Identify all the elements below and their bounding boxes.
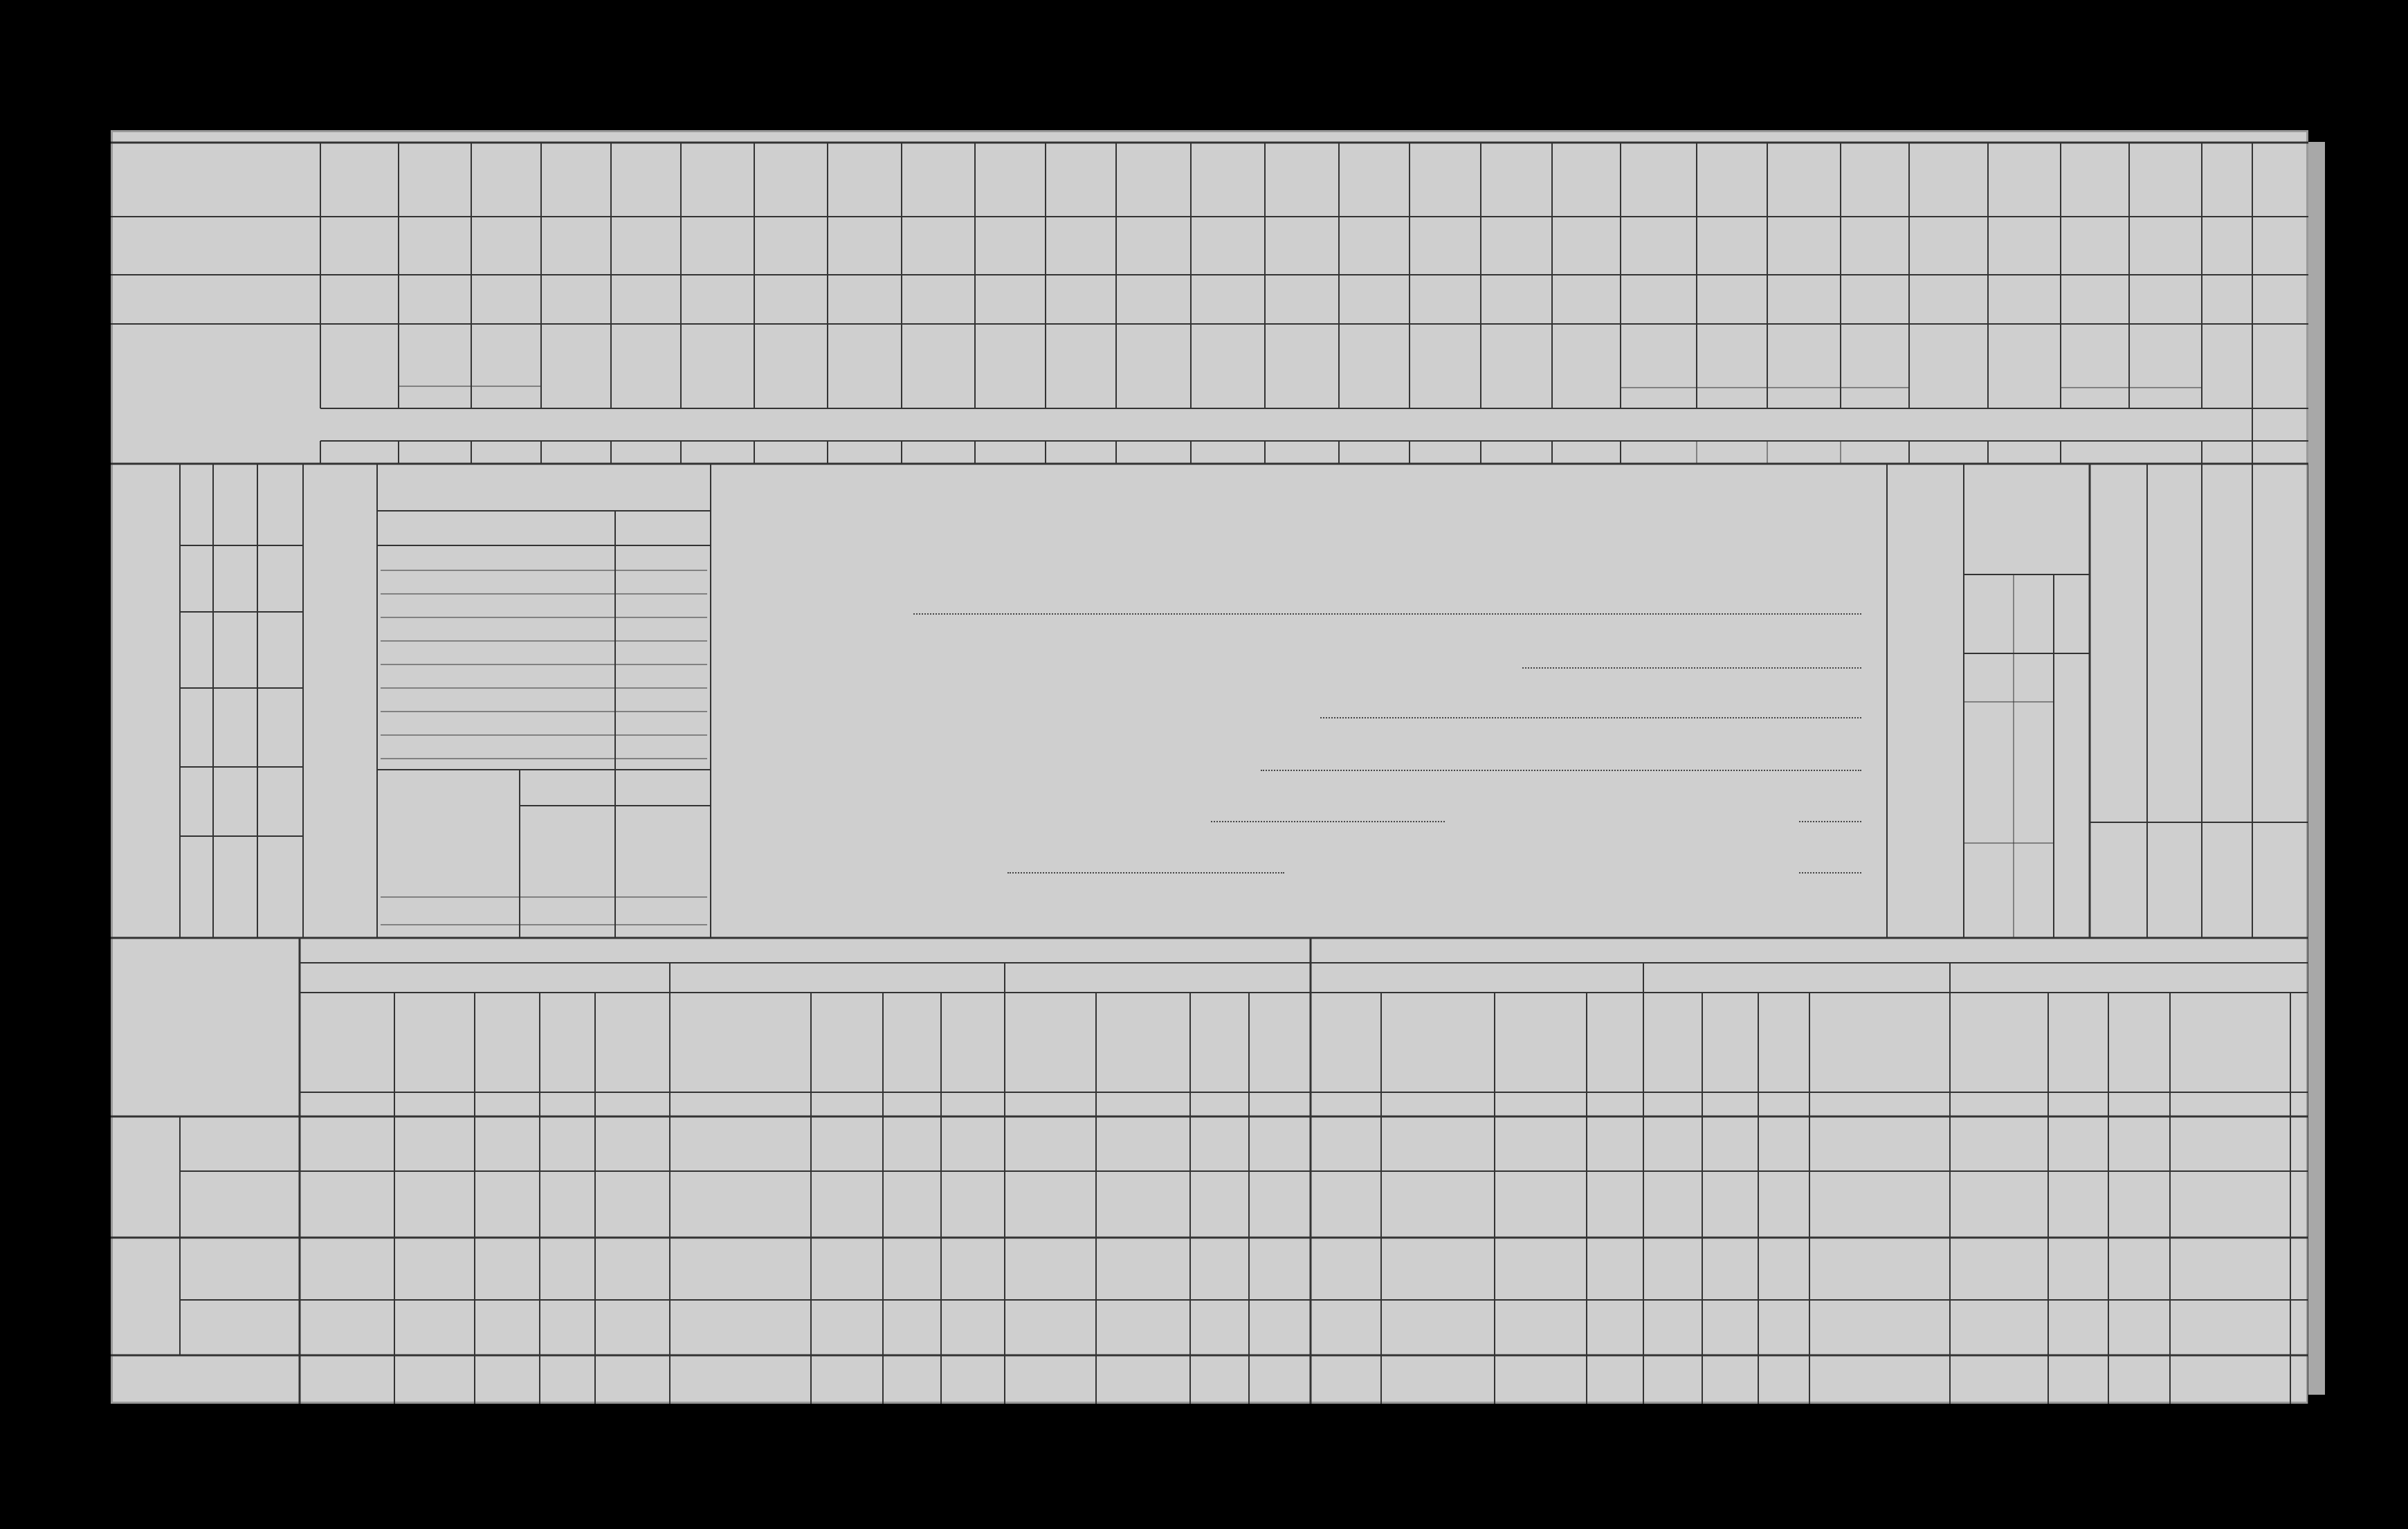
rent-number-127: [2108, 1069, 2170, 1091]
rent-header-106: [475, 995, 540, 1067]
arenda-letter-2: [637, 940, 805, 961]
answer-line: [1320, 717, 1861, 718]
col-header-89: [1191, 331, 1265, 406]
col-number-102: [2129, 443, 2202, 462]
rent-number-125: [1950, 1069, 2048, 1091]
rent-number-114: [1096, 1069, 1190, 1091]
row-private-persons: [183, 1238, 298, 1300]
col-header-78: [399, 331, 471, 383]
rent-number-124: [1809, 1069, 1950, 1091]
col-number-86: [975, 443, 1046, 462]
land-desyatin-header: [520, 772, 615, 803]
rent-header-127: [2108, 995, 2170, 1067]
census-card: [111, 130, 2308, 1404]
col-header-88: [1116, 331, 1191, 406]
rent-number-120: [1587, 1069, 1643, 1091]
rent-header-120: [1587, 995, 1643, 1067]
rent-number-113: [1005, 1069, 1096, 1091]
arable-group-0: [300, 963, 670, 993]
col-number-100: [1988, 443, 2061, 462]
rent-number-112: [941, 1069, 1005, 1091]
rent-number-126: [2048, 1069, 2108, 1091]
hired-number-133: [180, 688, 213, 767]
worker-col-bot-1: [2147, 829, 2202, 933]
crop-band-title: [320, 410, 1978, 440]
answer-line: [1211, 821, 1445, 822]
col-header-84: [828, 331, 902, 406]
hired-type-132: [215, 612, 257, 688]
rent-header-115: [1190, 995, 1249, 1067]
col-number-78: [399, 443, 471, 462]
rent-number-111: [883, 1069, 941, 1091]
hay-group-0: [670, 963, 1005, 993]
private-holdings-title: [711, 490, 1887, 525]
col-header-103: [2202, 331, 2252, 389]
rent-header-123: [1758, 995, 1809, 1067]
worker-total-bot: [2252, 829, 2308, 933]
col-number-95: [1621, 443, 1697, 462]
trade-title: [377, 469, 711, 509]
col-header-81: [611, 331, 681, 406]
rent-header-125: [1950, 995, 2048, 1067]
col-header-100: [1988, 331, 2061, 406]
perennial-grasses-label: [1621, 389, 1909, 407]
rent-number-106: [475, 1069, 540, 1091]
row-total-rented: [118, 1358, 298, 1401]
row-label-rented: [118, 224, 315, 269]
hired-workers-label: [313, 464, 370, 938]
rent-header-128: [2170, 995, 2308, 1067]
sdacha-letter-4: [2109, 940, 2308, 961]
worker-col-top-1: [2147, 464, 2202, 602]
col-header-99: [1909, 331, 1988, 406]
col-number-85: [902, 443, 975, 462]
rent-header-124: [1809, 995, 1950, 1067]
rent-number-107: [540, 1069, 595, 1091]
col-number-94: [1552, 443, 1621, 462]
rent-header-118: [1381, 995, 1495, 1067]
rent-header-117: [1311, 993, 1381, 1071]
col-number-83: [754, 443, 828, 462]
allotment-land-label: [118, 1116, 179, 1238]
rent-header-116: [1249, 995, 1311, 1067]
arenda-letter-0: [300, 940, 468, 961]
trade-qty-header: [615, 512, 711, 544]
hired-number-131: [180, 545, 213, 612]
col-number-88: [1116, 443, 1191, 462]
row-other-societies: [183, 1171, 298, 1238]
col-number-101: [2061, 443, 2129, 462]
col-header-82: [681, 331, 754, 406]
rent-header-122: [1702, 993, 1758, 1071]
land-korney-header: [615, 772, 711, 803]
rent-header-119: [1495, 995, 1587, 1067]
rent-number-115: [1190, 1069, 1249, 1091]
page-edge: [2308, 142, 2325, 1395]
col-number-84: [828, 443, 902, 462]
col-number-81: [611, 443, 681, 462]
rent-header-121: [1643, 995, 1702, 1067]
rent-header-129: [2290, 995, 2308, 1067]
rent-header-114: [1096, 995, 1190, 1067]
worker-col-top-2: [2202, 464, 2252, 602]
col-number-77: [320, 443, 399, 462]
col-number-93: [1481, 443, 1552, 462]
women-label: [1965, 653, 2014, 771]
answer-line: [1799, 872, 1861, 874]
arenda-letter-1: [468, 940, 637, 961]
rent-number-116: [1249, 1069, 1311, 1091]
sdacha-letter-2: [1710, 940, 1909, 961]
answer-line: [1522, 667, 1861, 669]
col-header-101: [2061, 331, 2129, 389]
rent-header-111: [883, 995, 941, 1067]
arenda-letter-5: [1142, 940, 1311, 961]
row-institutions: [183, 1300, 298, 1355]
rent-header-108: [595, 995, 670, 1067]
rent-header-126: [2048, 993, 2108, 1071]
col-number-99: [1909, 443, 1988, 462]
rent-header-104: [300, 993, 394, 1071]
col-header-95: [1621, 331, 1697, 392]
sdacha-letter-1: [1510, 940, 1709, 961]
rent-number-117: [1311, 1069, 1381, 1091]
rent-number-118: [1381, 1069, 1495, 1091]
ozim-wheat-label: [399, 388, 541, 407]
col-header-85: [902, 331, 975, 406]
arenda-letter-3: [805, 940, 974, 961]
rent-number-104: [300, 1069, 394, 1091]
rent-header-109: [670, 993, 811, 1071]
rent-header-107: [540, 995, 595, 1067]
worker-col-top-0: [2090, 464, 2147, 602]
col-header-90: [1265, 331, 1339, 406]
worker-col-bot-2: [2202, 829, 2252, 933]
non-allotment-label: [118, 1238, 179, 1355]
row-label-lands: [118, 326, 315, 406]
col-header-83: [754, 331, 828, 406]
col-header-87: [1046, 331, 1116, 406]
col-number-82: [681, 443, 754, 462]
col-header-92: [1410, 331, 1481, 406]
hired-number-132: [180, 612, 213, 688]
col-number-92: [1410, 443, 1481, 462]
col-number-98: [1841, 443, 1909, 462]
col-header-98: [1841, 331, 1909, 392]
worker-total-top: [2252, 464, 2308, 602]
sdacha-letter-3: [1909, 940, 2108, 961]
rent-number-129: [2277, 1069, 2308, 1091]
col-number-87: [1046, 443, 1116, 462]
worker-col-bot-0: [2090, 829, 2147, 933]
col-header-86: [975, 331, 1046, 406]
col-number-80: [541, 443, 611, 462]
row-label-own: [118, 277, 315, 320]
col-number-96: [1697, 443, 1767, 462]
arable-group-1: [1311, 963, 1643, 993]
col-number-89: [1191, 443, 1265, 462]
col-number-91: [1339, 443, 1410, 462]
col-header-94: [1552, 331, 1621, 406]
col-header-91: [1339, 331, 1410, 406]
rent-header-113: [1005, 993, 1096, 1071]
rent-header-105: [394, 995, 475, 1067]
hired-type-133: [215, 688, 257, 767]
arenda-letter-4: [974, 940, 1142, 961]
rent-number-105: [394, 1069, 475, 1091]
form-text-layer: [111, 130, 2308, 1404]
rent-header-110: [811, 995, 883, 1067]
col-header-93: [1481, 331, 1552, 406]
hired-type-130: [215, 464, 257, 545]
hired-number-130: [180, 464, 213, 545]
rent-number-109: [670, 1069, 811, 1091]
answer-line: [1007, 872, 1284, 874]
hired-type-131: [215, 545, 257, 612]
men-total-label: [2014, 898, 2054, 975]
fallow-label: [2061, 389, 2202, 407]
pop-number-138: [2016, 694, 2127, 730]
rent-number-110: [811, 1069, 883, 1091]
col-number-90: [1265, 443, 1339, 462]
rent-header-112: [941, 995, 1005, 1067]
rent-number-108: [595, 1069, 670, 1091]
hay-group-1: [1643, 963, 1950, 993]
answer-line: [1799, 821, 1861, 822]
rent-number-123: [1758, 1069, 1809, 1091]
answer-line: [913, 613, 1861, 615]
rent-number-121: [1643, 1069, 1702, 1091]
rent-number-122: [1702, 1069, 1758, 1091]
answer-line: [1261, 770, 1861, 771]
trade-name-header: [377, 512, 615, 544]
col-header-77: [320, 331, 399, 406]
row-own-society: [183, 1116, 298, 1171]
col-number-79: [471, 443, 541, 462]
col-number-97: [1767, 443, 1841, 462]
col-number-103: [2202, 443, 2252, 462]
hired-number-134: [180, 767, 213, 938]
sdacha-letter-0: [1311, 940, 1510, 961]
population-label: [1892, 505, 1953, 1197]
col-header-96: [1697, 331, 1767, 392]
col-header-79: [471, 331, 541, 383]
rent-number-119: [1495, 1069, 1587, 1091]
col-header-80: [541, 331, 611, 406]
col-header-97: [1767, 331, 1841, 392]
